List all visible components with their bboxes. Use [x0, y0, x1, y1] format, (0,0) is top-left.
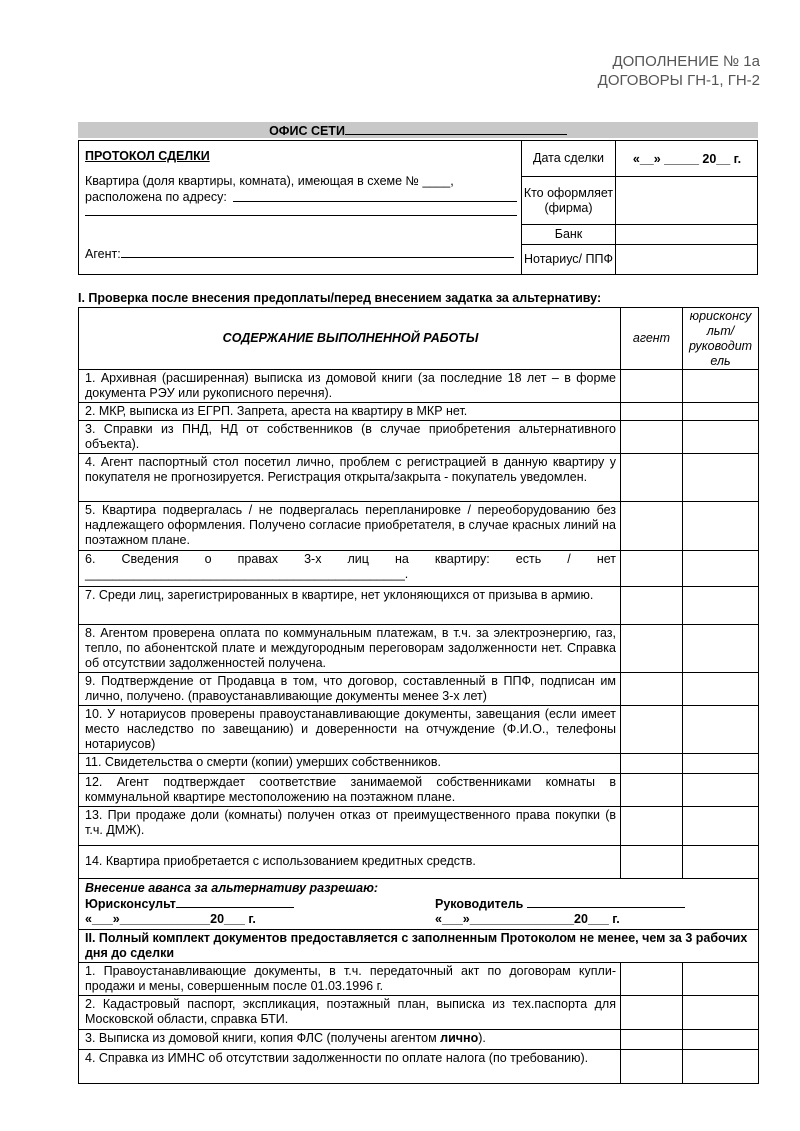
table-row [79, 587, 759, 625]
field-date [522, 141, 758, 177]
row-text: 2. Кадастровый паспорт, экспликация, поэтажный план, выписка из тех.паспорта для Московской области, справка БТИ. [79, 996, 621, 1030]
table-row [79, 963, 759, 996]
lawyer-check[interactable] [683, 502, 759, 551]
row3-bold: лично [440, 1031, 479, 1045]
table-row [79, 502, 759, 551]
field-notary [522, 245, 758, 274]
lawyer-check[interactable] [683, 846, 759, 879]
header-line-1: ДОПОЛНЕНИЕ № 1а [612, 53, 760, 70]
row-text: 14. Квартира приобретается с использованием кредитных средств. [79, 846, 621, 879]
table-row [79, 370, 759, 403]
lawyer-check[interactable] [683, 774, 759, 807]
agent-check[interactable] [621, 754, 683, 774]
row-text: 10. У нотариусов проверены правоустанавливающие документы, завещания (если имеет место наследство по завещанию) и доверенности на отчуждение (Ф.И.О., телефоны нотариусов) [79, 706, 621, 754]
row-text: 4. Справка из ИМНС об отсутствии задолженности по оплате налога (по требованию). [79, 1050, 621, 1084]
header-line-2: ДОГОВОРЫ ГН-1, ГН-2 [597, 72, 760, 89]
row-text: 2. МКР, выписка из ЕГРП. Запрета, ареста на квартиру в МКР нет. [79, 403, 621, 421]
lawyer-check[interactable] [683, 1050, 759, 1084]
agent-check[interactable] [621, 807, 683, 846]
row3-text: 3. Выписка из домовой книги, копия ФЛС (получены агентом [85, 1031, 441, 1045]
manager-sign-label: Руководитель [435, 897, 524, 911]
table-row [79, 551, 759, 587]
row-text: 13. При продаже доли (комнаты) получен отказ от преимущественного права покупки (в т.ч. ДМЖ). [79, 807, 621, 846]
protocol-title: ПРОТОКОЛ СДЕЛКИ [85, 149, 210, 163]
row-text: 9. Подтверждение от Продавца в том, что договор, составленный в ППФ, подписан им лично, получено. (правоустанавливающие документы менее 3-х лет) [79, 673, 621, 706]
col-agent-header: агент [621, 308, 683, 370]
row-text: 11. Свидетельства о смерти (копии) умерших собственников. [79, 754, 621, 774]
agent-check[interactable] [621, 625, 683, 673]
address-block [85, 173, 517, 216]
table-row [79, 1030, 759, 1050]
agent-check[interactable] [621, 502, 683, 551]
field-date-value[interactable]: «__» _____ 20__ г. [632, 151, 742, 166]
lawyer-check[interactable] [683, 587, 759, 625]
office-bar [78, 122, 758, 138]
row-text: 3. Справки из ПНД, НД от собственников (в случае приобретения альтернативного объекта). [79, 421, 621, 454]
advance-approval [79, 879, 759, 930]
manager-date[interactable]: «___»_______________20___ г. [435, 912, 620, 926]
lawyer-check[interactable] [683, 1030, 759, 1050]
agent-check[interactable] [621, 370, 683, 403]
protocol-box [78, 140, 758, 275]
section1-title: I. Проверка после внесения предоплаты/перед внесением задатка за альтернативу: [78, 291, 602, 305]
lawyer-check[interactable] [683, 625, 759, 673]
row-text: 5. Квартира подвергалась / не подвергалась перепланировке / переоборудованию без надлежащего оформления. Получено согласие приобретателя, в случае красных линий на поэтажном плане. [79, 502, 621, 551]
lawyer-check[interactable] [683, 706, 759, 754]
row-text: 7. Среди лиц, зарегистрированных в квартире, нет уклоняющихся от призыва в армию. [79, 587, 621, 625]
table-header [79, 308, 759, 370]
document-header [598, 52, 760, 90]
table-row [79, 673, 759, 706]
table-row [79, 807, 759, 846]
section2-title-row [79, 930, 759, 963]
field-bank [522, 225, 758, 245]
agent-check[interactable] [621, 1050, 683, 1084]
address-text-2: расположена по адресу: [85, 190, 227, 204]
lawyer-check[interactable] [683, 370, 759, 403]
row-text [79, 1030, 621, 1050]
lawyer-date[interactable]: «___»_____________20___ г. [85, 912, 256, 926]
row-text: 12. Агент подтверждает соответствие занимаемой собственниками комнаты в коммунальной квартире местоположению на поэтажном плане. [79, 774, 621, 807]
agent-check[interactable] [621, 403, 683, 421]
table-row [79, 454, 759, 502]
protocol-fields [521, 141, 758, 274]
agent-check[interactable] [621, 1030, 683, 1050]
work-table [78, 307, 759, 1084]
manager-sign-line[interactable] [527, 896, 685, 908]
field-notary-label: Нотариус/ ППФ [522, 245, 616, 274]
address-blank-2[interactable] [85, 205, 517, 216]
lawyer-check[interactable] [683, 807, 759, 846]
lawyer-check[interactable] [683, 421, 759, 454]
agent-check[interactable] [621, 587, 683, 625]
advance-approval-row [79, 879, 759, 930]
address-blank[interactable] [233, 189, 517, 202]
agent-check[interactable] [621, 846, 683, 879]
table-row [79, 754, 759, 774]
field-bank-label: Банк [522, 225, 616, 244]
lawyer-sign-label: Юрисконсульт [85, 897, 176, 911]
office-blank[interactable] [345, 122, 567, 135]
field-date-label: Дата сделки [522, 141, 616, 176]
row-text: 8. Агентом проверена оплата по коммунальным платежам, в т.ч. за электроэнергию, газ, теплo, по абонентской плате и междугородным переговорам задолженности нет. Справка об отсутствии задолженностей получена. [79, 625, 621, 673]
row-text: 4. Агент паспортный стол посетил лично, проблем с регистрацией в данную квартиру у покупателя не прогнозируется. Регистрация открыта/закрыта - покупатель уведомлен. [79, 454, 621, 502]
agent-check[interactable] [621, 673, 683, 706]
agent-check[interactable] [621, 963, 683, 996]
office-label: ОФИС СЕТИ [269, 124, 345, 138]
table-row [79, 1050, 759, 1084]
field-bank-value[interactable] [616, 225, 758, 244]
agent-row [85, 245, 517, 261]
lawyer-check[interactable] [683, 551, 759, 587]
agent-label: Агент: [85, 247, 121, 261]
field-firm [522, 177, 758, 225]
agent-blank[interactable] [121, 245, 514, 258]
agent-check[interactable] [621, 454, 683, 502]
field-firm-value[interactable] [616, 177, 758, 224]
col-content-header: СОДЕРЖАНИЕ ВЫПОЛНЕННОЙ РАБОТЫ [79, 308, 621, 370]
row-text: 6. Сведения о правах 3-х лиц на квартиру: есть / нет ______________________________________________. [79, 551, 621, 587]
table-row [79, 421, 759, 454]
section2-title: II. Полный комплект документов предоставляется с заполненным Протоколом не менее, чем за 3 рабочих дня до сделки [79, 930, 759, 963]
lawyer-sign-line[interactable] [176, 896, 294, 908]
lawyer-check[interactable] [683, 996, 759, 1030]
lawyer-check[interactable] [683, 963, 759, 996]
table-row [79, 846, 759, 879]
field-firm-label: Кто оформляет (фирма) [522, 177, 616, 224]
table-row [79, 774, 759, 807]
agent-check[interactable] [621, 774, 683, 807]
advance-title: Внесение аванса за альтернативу разрешаю: [85, 881, 379, 895]
agent-check[interactable] [621, 706, 683, 754]
table-row [79, 706, 759, 754]
agent-check[interactable] [621, 996, 683, 1030]
agent-check[interactable] [621, 551, 683, 587]
table-row [79, 625, 759, 673]
table-row [79, 403, 759, 421]
table-row [79, 996, 759, 1030]
protocol-left [79, 141, 521, 274]
agent-check[interactable] [621, 421, 683, 454]
col-lawyer-header: юрисконсу льт/ руководит ель [683, 308, 759, 370]
row-text: 1. Архивная (расширенная) выписка из домовой книги (за последние 18 лет – в форме документа РЭУ или рукописного перечня). [79, 370, 621, 403]
row3-end: ). [478, 1031, 486, 1045]
lawyer-check[interactable] [683, 754, 759, 774]
row-text: 1. Правоустанавливающие документы, в т.ч. передаточный акт по договорам купли-продажи и мены, совершенным после 01.03.1996 г. [79, 963, 621, 996]
address-text-1: Квартира (доля квартиры, комната), имеющая в схеме № ____, [85, 174, 454, 188]
lawyer-check[interactable] [683, 454, 759, 502]
lawyer-check[interactable] [683, 673, 759, 706]
field-notary-value[interactable] [616, 245, 758, 274]
lawyer-check[interactable] [683, 403, 759, 421]
